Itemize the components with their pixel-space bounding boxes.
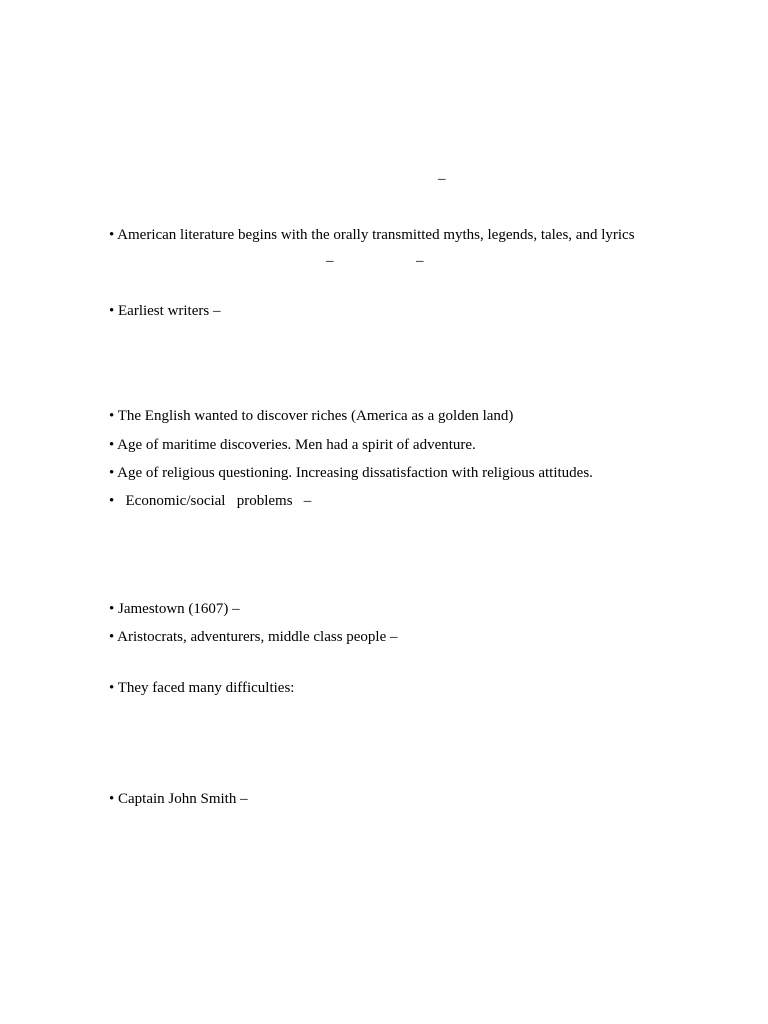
bullet-jamestown: • Jamestown (1607) – xyxy=(109,601,240,617)
bullet-religious-questioning: • Age of religious questioning. Increasing dissatisfaction with religious attitudes. xyxy=(109,465,593,481)
bullet-earliest-writers: • Earliest writers – xyxy=(109,303,221,319)
bullet-american-literature-dash-a: – xyxy=(326,253,334,269)
bullet-english-riches: • The English wanted to discover riches (America as a golden land) xyxy=(109,408,514,424)
bullet-american-literature-dash-b: – xyxy=(416,253,424,269)
bullet-captain-john-smith: • Captain John Smith – xyxy=(109,791,248,807)
bullet-difficulties: • They faced many difficulties: xyxy=(109,680,295,696)
bullet-maritime-discoveries: • Age of maritime discoveries. Men had a spirit of adventure. xyxy=(109,437,476,453)
header-dash: – xyxy=(438,171,446,187)
bullet-aristocrats: • Aristocrats, adventurers, middle class people – xyxy=(109,629,398,645)
bullet-american-literature: • American literature begins with the orally transmitted myths, legends, tales, and lyrics xyxy=(109,227,635,243)
bullet-economic-social-problems: • Economic/social problems – xyxy=(109,493,312,509)
